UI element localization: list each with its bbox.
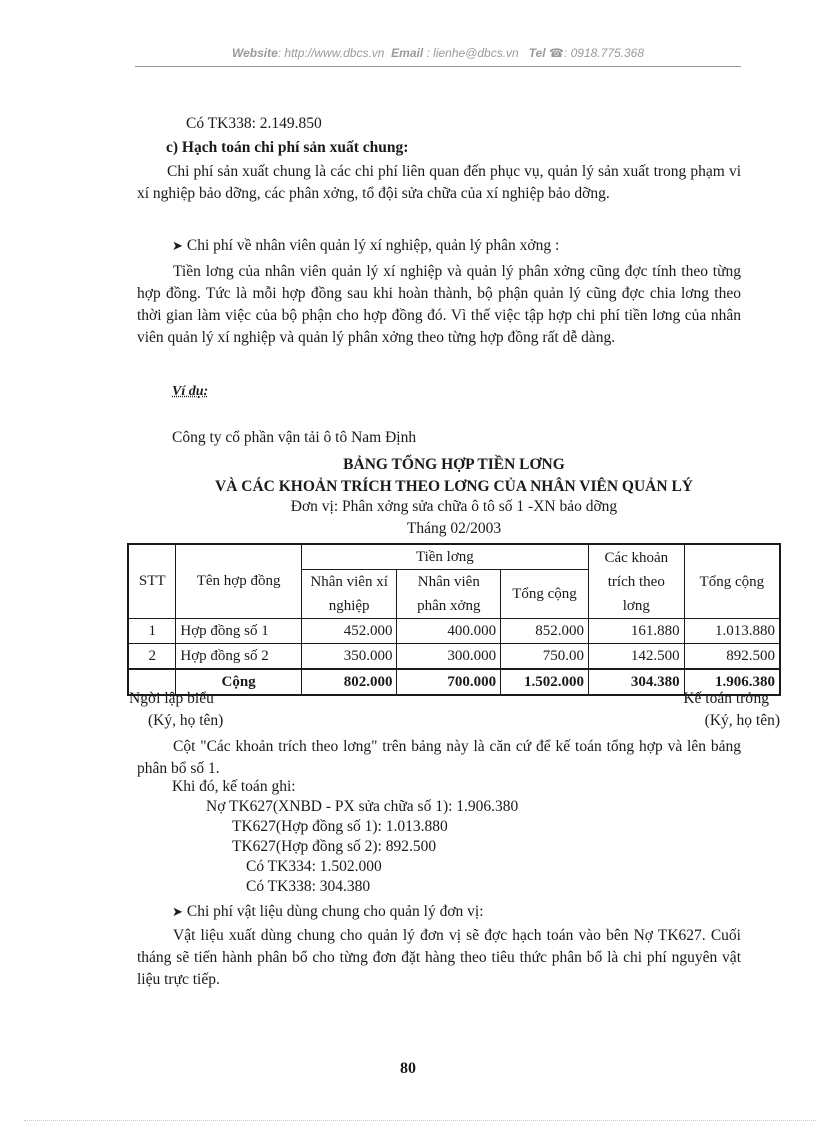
footer-divider [24, 1120, 816, 1121]
total-workshop-staff: 700.000 [397, 669, 501, 695]
unit-line: Đơn vị: Phân xởng sửa chữa ô tô số 1 -XN bảo dỡng [290, 498, 618, 515]
row-subtotal: 750.00 [501, 644, 589, 670]
header-contract-name: Tên hợp đồng [176, 544, 301, 619]
signer-left: Ngời lập biểu [129, 690, 214, 707]
header-stt: STT [128, 544, 176, 619]
entry-credit-tk338: Có TK338: 304.380 [246, 878, 371, 895]
total-grand-total: 1.906.380 [684, 669, 780, 695]
table-title-1: BẢNG TỔNG HỢP TIỀN LƠNG [343, 456, 565, 473]
email-value: : lienhe@dbcs.vn [423, 46, 519, 60]
vi-du-text: Ví dụ: [172, 384, 209, 399]
header-deductions: Các khoản trích theo lơng [588, 544, 684, 619]
table-title-2: VÀ CÁC KHOẢN TRÍCH THEO LƠNG CỦA NHÂN VIÊN QUẢN LÝ [215, 478, 693, 495]
tel-value: ☎: 0918.775.368 [549, 46, 645, 60]
arrow-bullet-icon: ➤ [172, 239, 183, 254]
salary-summary-table [127, 543, 781, 696]
example-label [172, 381, 208, 402]
row-contract-name: Hợp đồng số 1 [176, 619, 301, 644]
website-value: : http://www.dbcs.vn [277, 46, 385, 60]
row-enterprise-staff: 350.000 [301, 644, 397, 670]
paragraph-1: Chi phí sản xuất chung là các chi phí liên quan đến phục vụ, quản lý sản xuất trong phạm vi xí nghiệp bảo dỡng, các phân xởng, tổ đội sửa chữa của xí nghiệp bảo dỡng. [137, 163, 741, 202]
header-grand-total: Tổng cộng [684, 544, 780, 619]
entry-credit-tk334: Có TK334: 1.502.000 [246, 858, 382, 875]
entry-debit-tk627: Nợ TK627(XNBD - PX sửa chữa số 1): 1.906.380 [206, 798, 519, 815]
table-row [128, 644, 780, 670]
row-workshop-staff: 300.000 [397, 644, 501, 670]
header-divider [135, 66, 741, 67]
header-enterprise-staff: Nhân viên xí nghiệp [301, 570, 397, 619]
month-line: Tháng 02/2003 [406, 520, 502, 537]
total-subtotal: 1.502.000 [501, 669, 589, 695]
row-stt: 2 [128, 644, 176, 670]
row-contract-name: Hợp đồng số 2 [176, 644, 301, 670]
email-label: Email [391, 46, 424, 60]
bullet-1-text: Chi phí về nhân viên quản lý xí nghiệp, quản lý phân xởng : [186, 237, 560, 254]
bullet-2 [172, 902, 484, 923]
bullet-2-text: Chi phí vật liệu dùng chung cho quản lý đơn vị: [186, 903, 484, 920]
row-stt: 1 [128, 619, 176, 644]
co-tk338-line: Có TK338: 2.149.850 [186, 115, 322, 132]
arrow-bullet-icon: ➤ [172, 905, 183, 920]
row-subtotal: 852.000 [501, 619, 589, 644]
signer-left-sub: (Ký, họ tên) [148, 712, 224, 729]
total-deductions: 304.380 [588, 669, 684, 695]
header-workshop-staff: Nhân viên phân xởng [397, 570, 501, 619]
paragraph-2: Tiền lơng của nhân viên quản lý xí nghiệp và quản lý phân xởng cũng đợc tính theo từng hợp đồng. Tức là mỗi hợp đồng sau khi hoàn thành, bộ phận quản lý cũng đợc chia lơng theo thời gian làm việc của bộ phận cho hợp đồng đó. Vì thế việc tập hợp chi phí tiền lơng của nhân viên quản lý xí nghiệp và quản lý phân xởng theo từng hợp đồng rất dễ dàng. [137, 263, 741, 346]
tel-label: Tel [528, 46, 546, 60]
section-heading-c: c) Hạch toán chi phí sản xuất chung: [166, 139, 409, 156]
row-deductions: 161.880 [588, 619, 684, 644]
signer-right-sub: (Ký, họ tên) [704, 712, 780, 729]
khi-do-line: Khi đó, kế toán ghi: [172, 778, 296, 795]
company-name: Công ty cổ phần vận tải ô tô Nam Định [172, 429, 417, 446]
entry-tk627-contract-2: TK627(Hợp đồng số 2): 892.500 [232, 838, 437, 855]
header-subtotal: Tổng cộng [501, 570, 589, 619]
row-grand-total: 892.500 [684, 644, 780, 670]
total-enterprise-staff: 802.000 [301, 669, 397, 695]
paragraph-4: Vật liệu xuất dùng chung cho quản lý đơn vị sẽ đợc hạch toán vào bên Nợ TK627. Cuối tháng sẽ tiến hành phân bổ cho từng đơn đặt hàng theo tiêu thức phân bổ là chi phí nguyên vật liệu trực tiếp. [137, 927, 741, 988]
table-row [128, 619, 780, 644]
page-header [135, 46, 741, 60]
header-salary: Tiền lơng [301, 544, 588, 570]
entry-tk627-contract-1: TK627(Hợp đồng số 1): 1.013.880 [232, 818, 448, 835]
row-grand-total: 1.013.880 [684, 619, 780, 644]
bullet-1 [172, 236, 559, 257]
row-enterprise-staff: 452.000 [301, 619, 397, 644]
row-deductions: 142.500 [588, 644, 684, 670]
row-workshop-staff: 400.000 [397, 619, 501, 644]
website-label: Website [231, 46, 278, 60]
table-total-row [128, 669, 780, 695]
page-number: 80 [400, 1060, 416, 1077]
paragraph-3: Cột "Các khoản trích theo lơng" trên bảng này là căn cứ để kế toán tổng hợp và lên bảng phân bổ số 1. [137, 738, 741, 777]
signer-right: Kế toán trởng [683, 690, 769, 707]
total-label: Cộng [176, 669, 301, 695]
